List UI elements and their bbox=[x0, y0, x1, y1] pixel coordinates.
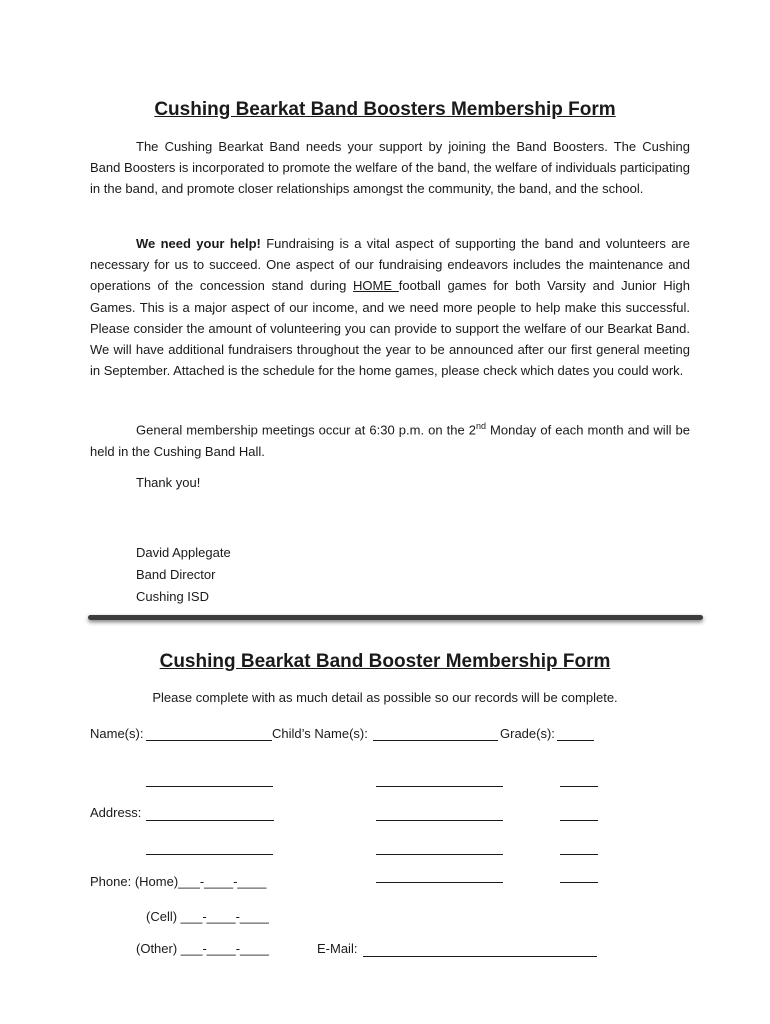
child-name-field-4[interactable] bbox=[376, 854, 503, 855]
meeting-paragraph bbox=[90, 416, 690, 462]
name-field-1[interactable] bbox=[146, 740, 272, 741]
signature-org: Cushing ISD bbox=[136, 589, 209, 604]
home-emphasis: HOME bbox=[353, 278, 399, 294]
email-field[interactable] bbox=[363, 956, 597, 957]
letter-title: Cushing Bearkat Band Boosters Membership Form bbox=[154, 99, 616, 120]
signature-role: Band Director bbox=[136, 567, 216, 582]
grade-field-1[interactable] bbox=[557, 740, 594, 741]
grade-label: Grade(s): bbox=[500, 726, 555, 741]
meeting-text-b: Monday of each month and will be held in the Cushing Band Hall. bbox=[90, 422, 690, 459]
help-paragraph bbox=[90, 233, 690, 381]
help-heading: We need your help! bbox=[136, 236, 261, 251]
section-divider bbox=[88, 615, 703, 620]
phone-other-field[interactable]: (Other) ___-____-____ bbox=[136, 941, 269, 956]
grade-field-5[interactable] bbox=[560, 882, 598, 883]
address-label: Address: bbox=[90, 805, 142, 820]
grade-field-3[interactable] bbox=[560, 820, 598, 821]
grade-field-4[interactable] bbox=[560, 854, 598, 855]
child-name-field-2[interactable] bbox=[376, 786, 503, 787]
signature-name: David Applegate bbox=[136, 545, 231, 560]
child-name-label: Child’s Name(s): bbox=[272, 726, 368, 741]
meeting-text-a: General membership meetings occur at 6:30 p.m. on the 2 bbox=[136, 422, 476, 438]
form-title: Cushing Bearkat Band Booster Membership Form bbox=[159, 651, 611, 672]
intro-text: The Cushing Bearkat Band needs your support by joining the Band Boosters. The Cushing Band Boosters is incorporated to promote the welfare of the band, the welfare of individuals participating in the band, and promote closer relationships amongst the community, the band, and the school. bbox=[90, 139, 690, 197]
address-field-2[interactable] bbox=[146, 854, 273, 855]
help-text-b: football games for both Varsity and Junior High Games. This is a major aspect of our income, and we need more people to help make this successful. Please consider the amount of volunteering you can provide to support the welfare of our Bearkat Band. We will have additional fundraisers throughout the year to be announced after our first general meeting in September. Attached is the schedule for the home games, please check which dates you could work. bbox=[90, 278, 690, 379]
thank-you: Thank you! bbox=[136, 475, 201, 490]
names-label: Name(s): bbox=[90, 726, 144, 741]
phone-home-field[interactable]: ___-____-____ bbox=[178, 874, 267, 889]
child-name-field-1[interactable] bbox=[373, 740, 498, 741]
name-field-2[interactable] bbox=[146, 786, 273, 787]
phone-cell-field[interactable]: (Cell) ___-____-____ bbox=[146, 909, 269, 924]
intro-paragraph bbox=[90, 136, 690, 200]
help-text-a: Fundraising is a vital aspect of supporting the band and volunteers are necessary for us to succeed. One aspect of our fundraising endeavors includes the maintenance and operations of the concession stand during bbox=[90, 236, 690, 294]
phone-home-label bbox=[90, 874, 266, 889]
child-name-field-5[interactable] bbox=[376, 882, 503, 883]
phone-home-text: Phone: (Home) bbox=[90, 874, 179, 889]
child-name-field-3[interactable] bbox=[376, 820, 503, 821]
email-label: E-Mail: bbox=[317, 941, 358, 956]
grade-field-2[interactable] bbox=[560, 786, 598, 787]
address-field-1[interactable] bbox=[146, 820, 274, 821]
ordinal-suffix: nd bbox=[475, 421, 486, 431]
form-instructions: Please complete with as much detail as possible so our records will be complete. bbox=[152, 690, 618, 705]
